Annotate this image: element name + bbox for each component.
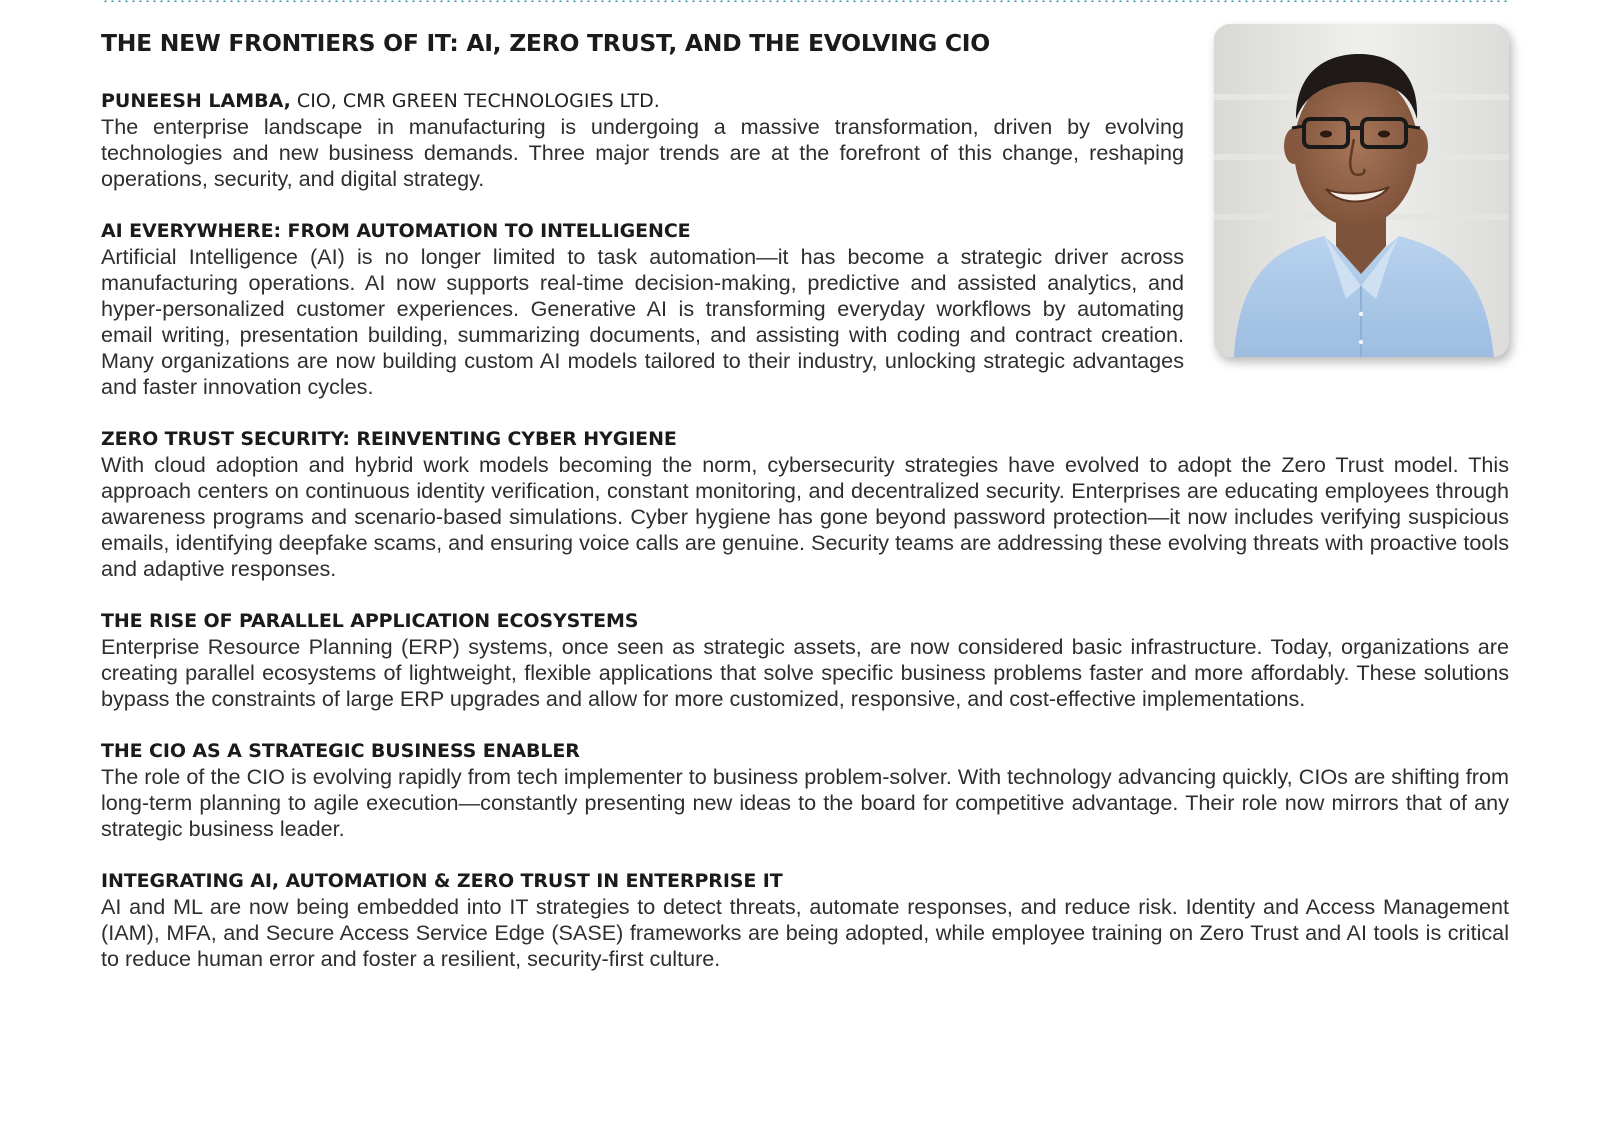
section-heading-parallel-ecosystems: THE RISE OF PARALLEL APPLICATION ECOSYSTEMS xyxy=(101,610,639,632)
article-title: THE NEW FRONTIERS OF IT: AI, ZERO TRUST, AND THE EVOLVING CIO xyxy=(101,29,990,57)
section-heading-zero-trust: ZERO TRUST SECURITY: REINVENTING CYBER HYGIENE xyxy=(101,428,677,450)
section-heading-integrating-ai: INTEGRATING AI, AUTOMATION & ZERO TRUST IN ENTERPRISE IT xyxy=(101,870,783,892)
author-name: PUNEESH LAMBA, xyxy=(101,90,291,112)
section-heading-ai-everywhere: AI EVERYWHERE: FROM AUTOMATION TO INTELLIGENCE xyxy=(101,220,691,242)
section-body-integrating-ai: AI and ML are now being embedded into IT strategies to detect threats, automate responses, and reduce risk. Identity and Access Management (IAM), MFA, and Secure Access Service Edge (SASE) frameworks are being adopted, while employee training on Zero Trust and AI tools is critical to reduce human error and foster a resilient, security-first culture. xyxy=(101,894,1509,971)
section-body-parallel-ecosystems: Enterprise Resource Planning (ERP) systems, once seen as strategic assets, are now considered basic infrastructure. Today, organizations are creating parallel ecosystems of lightweight, flexible applications that solve specific business problems faster and more affordably. These solutions bypass the constraints of large ERP upgrades and allow for more customized, responsive, and cost-effective implementations. xyxy=(101,634,1509,711)
section-body-ai-everywhere: Artificial Intelligence (AI) is no longer limited to task automation—it has become a strategic driver across manufacturing operations. AI now supports real-time decision-making, predictive and assisted analytics, and hyper-personalized customer experiences. Generative AI is transforming everyday workflows by automating email writing, presentation building, summarizing documents, and assisting with coding and contract creation. Many organizations are now building custom AI models tailored to their industry, unlocking strategic advantages and faster innovation cycles. xyxy=(101,244,1184,399)
author-role: CIO, CMR GREEN TECHNOLOGIES LTD. xyxy=(290,90,660,112)
intro-paragraph: The enterprise landscape in manufacturing is undergoing a massive transformation, driven by evolving technologies and new business demands. Three major trends are at the forefront of this change, reshaping operations, security, and digital strategy. xyxy=(101,114,1184,191)
article xyxy=(101,24,1509,972)
author-portrait xyxy=(1214,24,1509,357)
section-body-cio-enabler: The role of the CIO is evolving rapidly from tech implementer to business problem-solver. With technology advancing quickly, CIOs are shifting from long-term planning to agile execution—constantly presenting new ideas to the board for competitive advantage. Their role now mirrors that of any strategic business leader. xyxy=(101,764,1509,841)
section-heading-cio-enabler: THE CIO AS A STRATEGIC BUSINESS ENABLER xyxy=(101,740,580,762)
dotted-top-rule xyxy=(102,0,1510,2)
section-body-zero-trust: With cloud adoption and hybrid work models becoming the norm, cybersecurity strategies have evolved to adopt the Zero Trust model. This approach centers on continuous identity verification, constant monitoring, and decentralized security. Enterprises are educating employees through awareness programs and scenario-based simulations. Cyber hygiene has gone beyond password protection—it now includes verifying suspicious emails, identifying deepfake scams, and ensuring voice calls are genuine. Security teams are addressing these evolving threats with proactive tools and adaptive responses. xyxy=(101,452,1509,581)
